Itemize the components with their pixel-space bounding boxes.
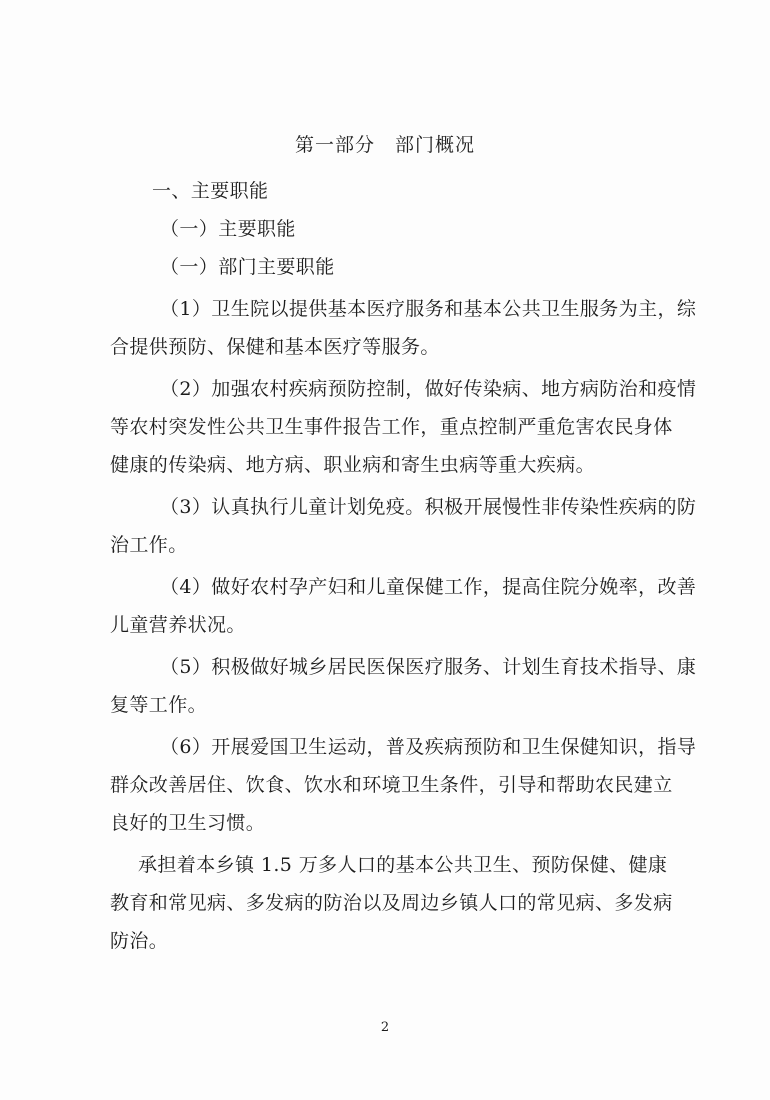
closing-paragraph [110,846,705,960]
page-number: 2 [380,1020,390,1035]
page-title: 第一部分 部门概况 [294,134,475,156]
paragraph-line: 健康的传染病、地方病、职业病和寄生虫病等重大疾病。 [110,454,596,476]
paragraph-item-4 [110,568,705,644]
paragraph-line: 群众改善居住、饮食、饮水和环境卫生条件，引导和帮助农民建立 [110,774,673,796]
paragraph-line: 合提供预防、保健和基本医疗等服务。 [110,336,440,358]
paragraph-line: （3）认真执行儿童计划免疫。积极开展慢性非传染性疾病的防 [160,496,697,518]
paragraph-item-3 [110,488,705,564]
paragraph-line: （2）加强农村疾病预防控制，做好传染病、地方病防治和疫情 [160,378,697,400]
paragraph-item-5 [110,648,705,724]
paragraph-line: 治工作。 [110,534,188,556]
paragraph-line: （5）积极做好城乡居民医保医疗服务、计划生育技术指导、康 [160,656,697,678]
section-heading: 一、主要职能 [152,180,269,202]
paragraph-line: 儿童营养状况。 [110,614,246,636]
sub-heading-main-functions: （一）主要职能 [160,218,296,240]
paragraph-line: （4）做好农村孕产妇和儿童保健工作，提高住院分娩率，改善 [160,576,697,598]
document-body [110,172,705,960]
paragraph-line: 教育和常见病、多发病的防治以及周边乡镇人口的常见病、多发病 [110,892,673,914]
paragraph-line: 等农村突发性公共卫生事件报告工作，重点控制严重危害农民身体 [110,416,673,438]
paragraph-line: 良好的卫生习惯。 [110,812,266,834]
paragraph-line: 承担着本乡镇 1.5 万多人口的基本公共卫生、预防保健、健康 [138,854,668,876]
sub-heading-department-functions: （一）部门主要职能 [160,256,335,278]
paragraph-line: 防治。 [110,930,169,952]
paragraph-item-6 [110,728,705,842]
paragraph-line: （1）卫生院以提供基本医疗服务和基本公共卫生服务为主，综 [160,298,697,320]
paragraph-item-2 [110,370,705,484]
paragraph-item-1 [110,290,705,366]
paragraph-line: 复等工作。 [110,694,208,716]
paragraph-line: （6）开展爱国卫生运动，普及疾病预防和卫生保健知识，指导 [160,736,697,758]
